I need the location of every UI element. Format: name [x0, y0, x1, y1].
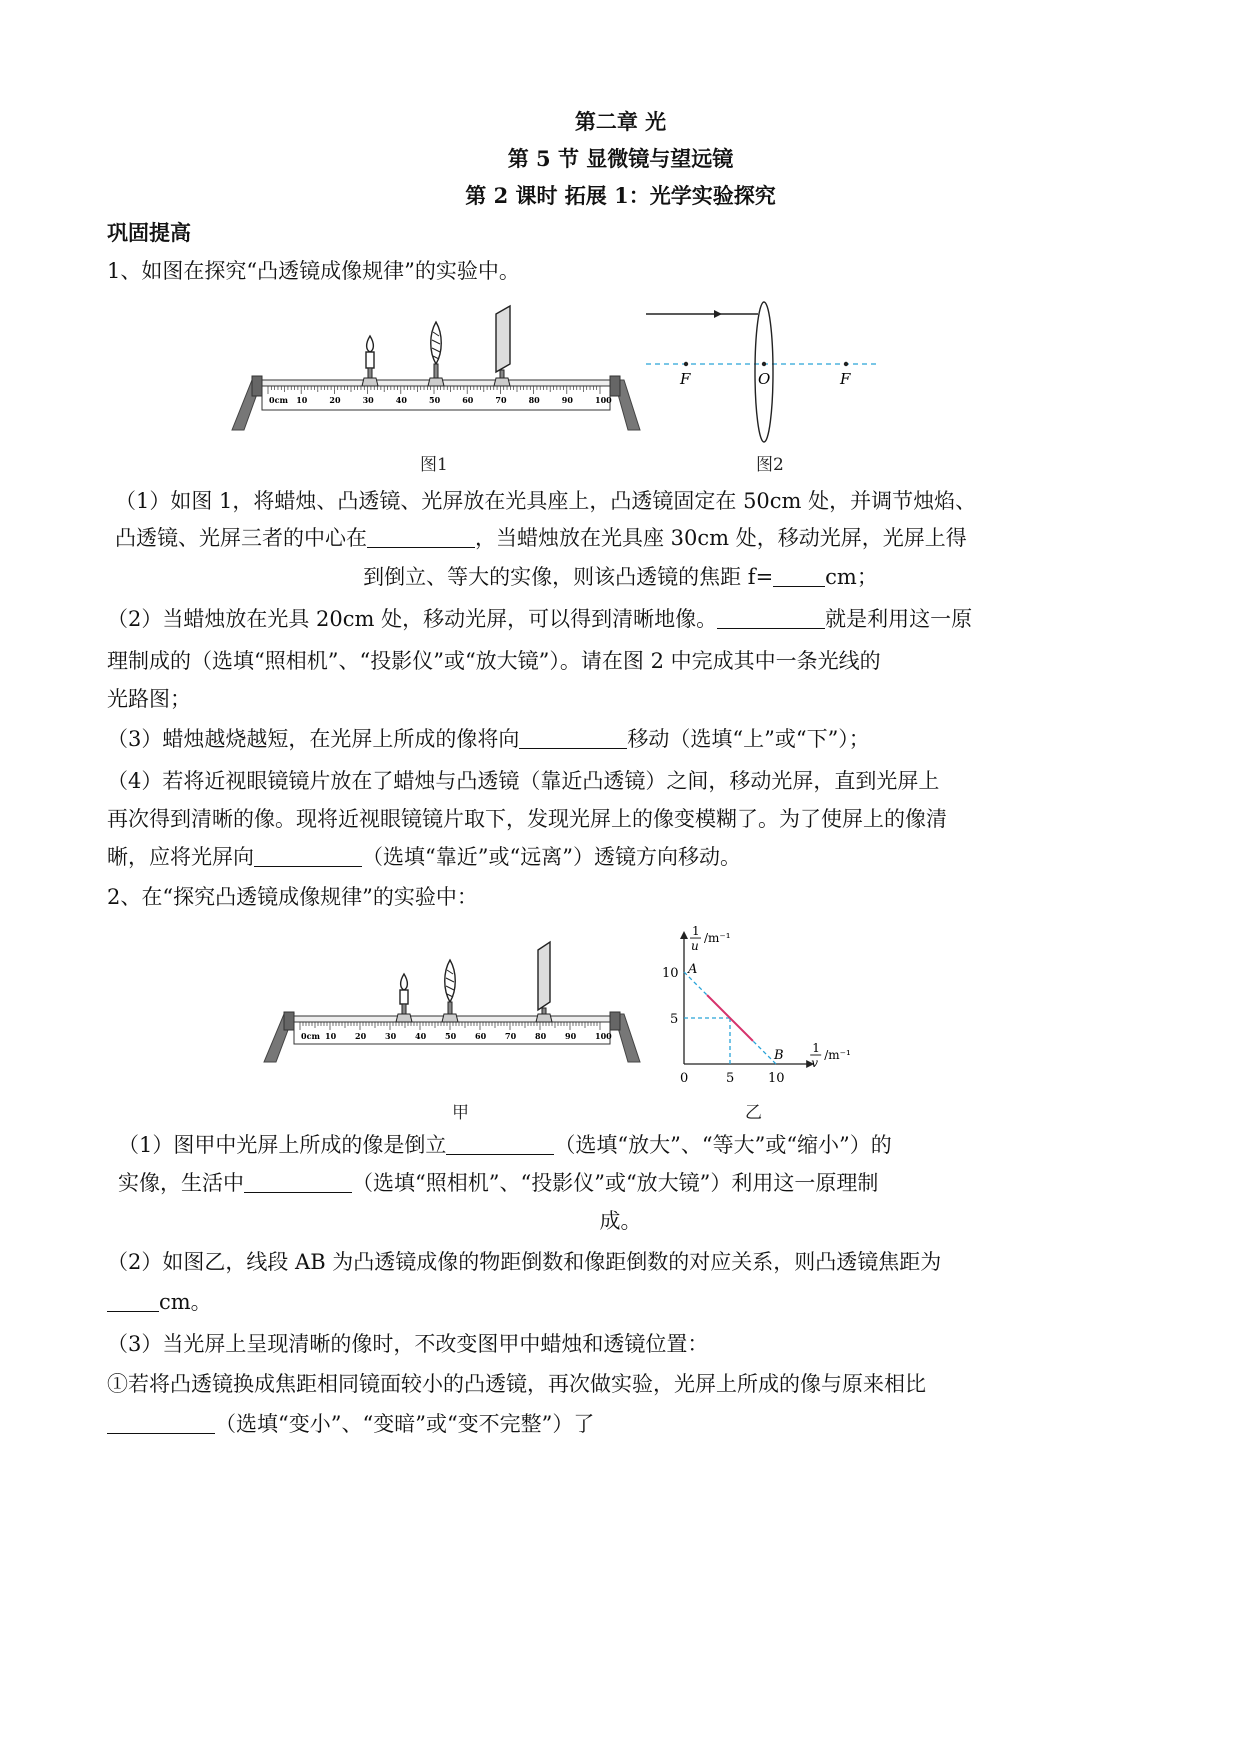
- answer-blank-8[interactable]: [107, 1289, 159, 1312]
- svg-text:1: 1: [812, 1041, 820, 1055]
- y-tick-label: 10: [662, 966, 679, 981]
- ruler-label: 10: [325, 1031, 337, 1041]
- ruler-label: 0cm: [269, 395, 288, 405]
- q1-p4-line3: 晰，应将光屏向 （选填“靠近”或“远离”）透镜方向移动。: [107, 845, 741, 869]
- figure-1-optical-bench: [230, 300, 650, 440]
- q2-p1-line1: （1）图甲中光屏上所成的像是倒立 （选填“放大”、“等大”或“缩小”）的: [118, 1133, 892, 1157]
- focus-left-dot: [684, 362, 688, 366]
- answer-blank-2[interactable]: [773, 564, 825, 587]
- figure-yi-graph: [650, 920, 860, 1090]
- light-screen: [536, 942, 552, 1022]
- fig2-caption: 图2: [756, 455, 784, 475]
- ruler-label: 100: [595, 395, 612, 405]
- q1-p1-line2: 凸透镜、光屏三者的中心在 ，当蜡烛放在光具座 30cm 处，移动光屏，光屏上得: [115, 526, 967, 550]
- fig-yi-caption: 乙: [745, 1103, 762, 1123]
- q2-p1-line2: 实像，生活中 （选填“照相机”、“投影仪”或“放大镜”）利用这一原理制: [118, 1171, 879, 1195]
- x-tick-label: 5: [726, 1071, 735, 1086]
- focus-left-label: F: [680, 370, 691, 388]
- ruler-label: 90: [561, 395, 573, 405]
- ruler-label: 50: [429, 395, 441, 405]
- ruler-label: 20: [329, 395, 341, 405]
- answer-blank-9[interactable]: [107, 1411, 215, 1434]
- ruler-label: 40: [415, 1031, 427, 1041]
- bench-right-post: [610, 1012, 620, 1030]
- center-dot: [762, 362, 766, 366]
- x-axis-label: [810, 1041, 851, 1070]
- convex-lens: [428, 322, 444, 386]
- ruler-label: 80: [535, 1031, 547, 1041]
- light-screen: [494, 306, 510, 386]
- section-title: 第 5 节 显微镜与望远镜: [507, 146, 734, 171]
- answer-blank-6[interactable]: [446, 1132, 554, 1155]
- q2-stem: 2、在“探究凸透镜成像规律”的实验中：: [107, 885, 478, 909]
- point-b-label: B: [774, 1048, 784, 1063]
- ruler-label: 100: [595, 1031, 612, 1041]
- q1-stem: 1、如图在探究“凸透镜成像规律”的实验中。: [107, 259, 520, 283]
- answer-blank-5[interactable]: [254, 844, 362, 867]
- q1-p3: （3）蜡烛越烧越短，在光屏上所成的像将向 移动（选填“上”或“下”）；: [107, 727, 870, 751]
- ruler-label: 0cm: [301, 1031, 320, 1041]
- bench-right-post: [610, 376, 620, 396]
- answer-blank-4[interactable]: [519, 726, 627, 749]
- x-tick-label: 0: [680, 1071, 689, 1086]
- y-tick-label: 5: [670, 1012, 679, 1027]
- figure-jia-optical-bench: [262, 940, 652, 1070]
- point-a-label: A: [688, 962, 698, 977]
- lesson-title: 第 2 课时 拓展 1：光学实验探究: [465, 183, 776, 208]
- ruler-label: 60: [475, 1031, 487, 1041]
- figure-2-lens-diagram: [640, 298, 890, 448]
- ruler-label: 10: [296, 395, 308, 405]
- fig-jia-caption: 甲: [452, 1103, 469, 1123]
- q1-p4-line2: 再次得到清晰的像。现将近视眼镜镜片取下，发现光屏上的像变模糊了。为了使屏上的像清: [107, 807, 947, 831]
- bench-left-post: [252, 376, 262, 396]
- ruler-label: 80: [528, 395, 540, 405]
- q1-p2-line3: 光路图；: [107, 687, 191, 711]
- focus-right-dot: [844, 362, 848, 366]
- bench-left-post: [284, 1012, 294, 1030]
- ruler-label: 70: [505, 1031, 517, 1041]
- center-label: O: [758, 370, 771, 388]
- focus-right-label: F: [840, 370, 851, 388]
- ruler-label: 60: [462, 395, 474, 405]
- ruler-label: 90: [565, 1031, 577, 1041]
- ray-arrow: [714, 310, 722, 318]
- svg-text:1: 1: [692, 924, 700, 939]
- svg-text:u: u: [691, 939, 699, 954]
- candle: [396, 974, 412, 1022]
- answer-blank-7[interactable]: [244, 1170, 352, 1193]
- svg-text:v: v: [811, 1056, 818, 1070]
- convex-lens: [442, 960, 458, 1022]
- ruler-label: 50: [445, 1031, 457, 1041]
- candle: [362, 336, 378, 386]
- q2-p2-line2: cm。: [107, 1287, 212, 1317]
- q2-p3-item1-line1: ①若将凸透镜换成焦距相同镜面较小的凸透镜，再次做实验，光屏上所成的像与原来相比: [107, 1372, 926, 1396]
- ruler-label: 30: [385, 1031, 397, 1041]
- ruler-label: 70: [495, 395, 507, 405]
- q1-p4-line1: （4）若将近视眼镜镜片放在了蜡烛与凸透镜（靠近凸透镜）之间，移动光屏，直到光屏上: [107, 769, 940, 793]
- answer-blank-1[interactable]: [367, 525, 475, 548]
- q1-p2-line2: 理制成的（选填“照相机”、“投影仪”或“放大镜”）。请在图 2 中完成其中一条光线的: [107, 649, 881, 673]
- q1-p1-line1: （1）如图 1，将蜡烛、凸透镜、光屏放在光具座上，凸透镜固定在 50cm 处，并调节烛焰、: [115, 489, 977, 513]
- ruler-label: 30: [362, 395, 374, 405]
- q1-p2-line1: （2）当蜡烛放在光具 20cm 处，移动光屏，可以得到清晰地像。 就是利用这一原: [107, 607, 973, 631]
- category-heading: 巩固提高: [107, 220, 191, 245]
- q2-p1-line3: 成。: [599, 1209, 642, 1233]
- x-tick-label: 10: [768, 1071, 785, 1086]
- fig1-caption: 图1: [420, 455, 448, 475]
- chapter-title: 第二章 光: [574, 109, 667, 134]
- y-axis-arrow: [680, 931, 688, 939]
- ruler-label: 20: [355, 1031, 367, 1041]
- ruler-label: 40: [395, 395, 407, 405]
- q1-p1-line3: 到倒立、等大的实像，则该凸透镜的焦距 f= cm；: [363, 565, 878, 589]
- q2-p2-line1: （2）如图乙，线段 AB 为凸透镜成像的物距倒数和像距倒数的对应关系，则凸透镜焦距为: [107, 1250, 942, 1274]
- q2-p3-item1-line2: （选填“变小”、“变暗”或“变不完整”）了: [107, 1409, 594, 1439]
- answer-blank-3[interactable]: [717, 606, 825, 629]
- svg-text:/m⁻¹: /m⁻¹: [704, 931, 731, 946]
- svg-text:/m⁻¹: /m⁻¹: [824, 1048, 851, 1062]
- y-axis-label: [690, 924, 731, 953]
- q2-p3: （3）当光屏上呈现清晰的像时，不改变图甲中蜡烛和透镜位置：: [107, 1332, 709, 1356]
